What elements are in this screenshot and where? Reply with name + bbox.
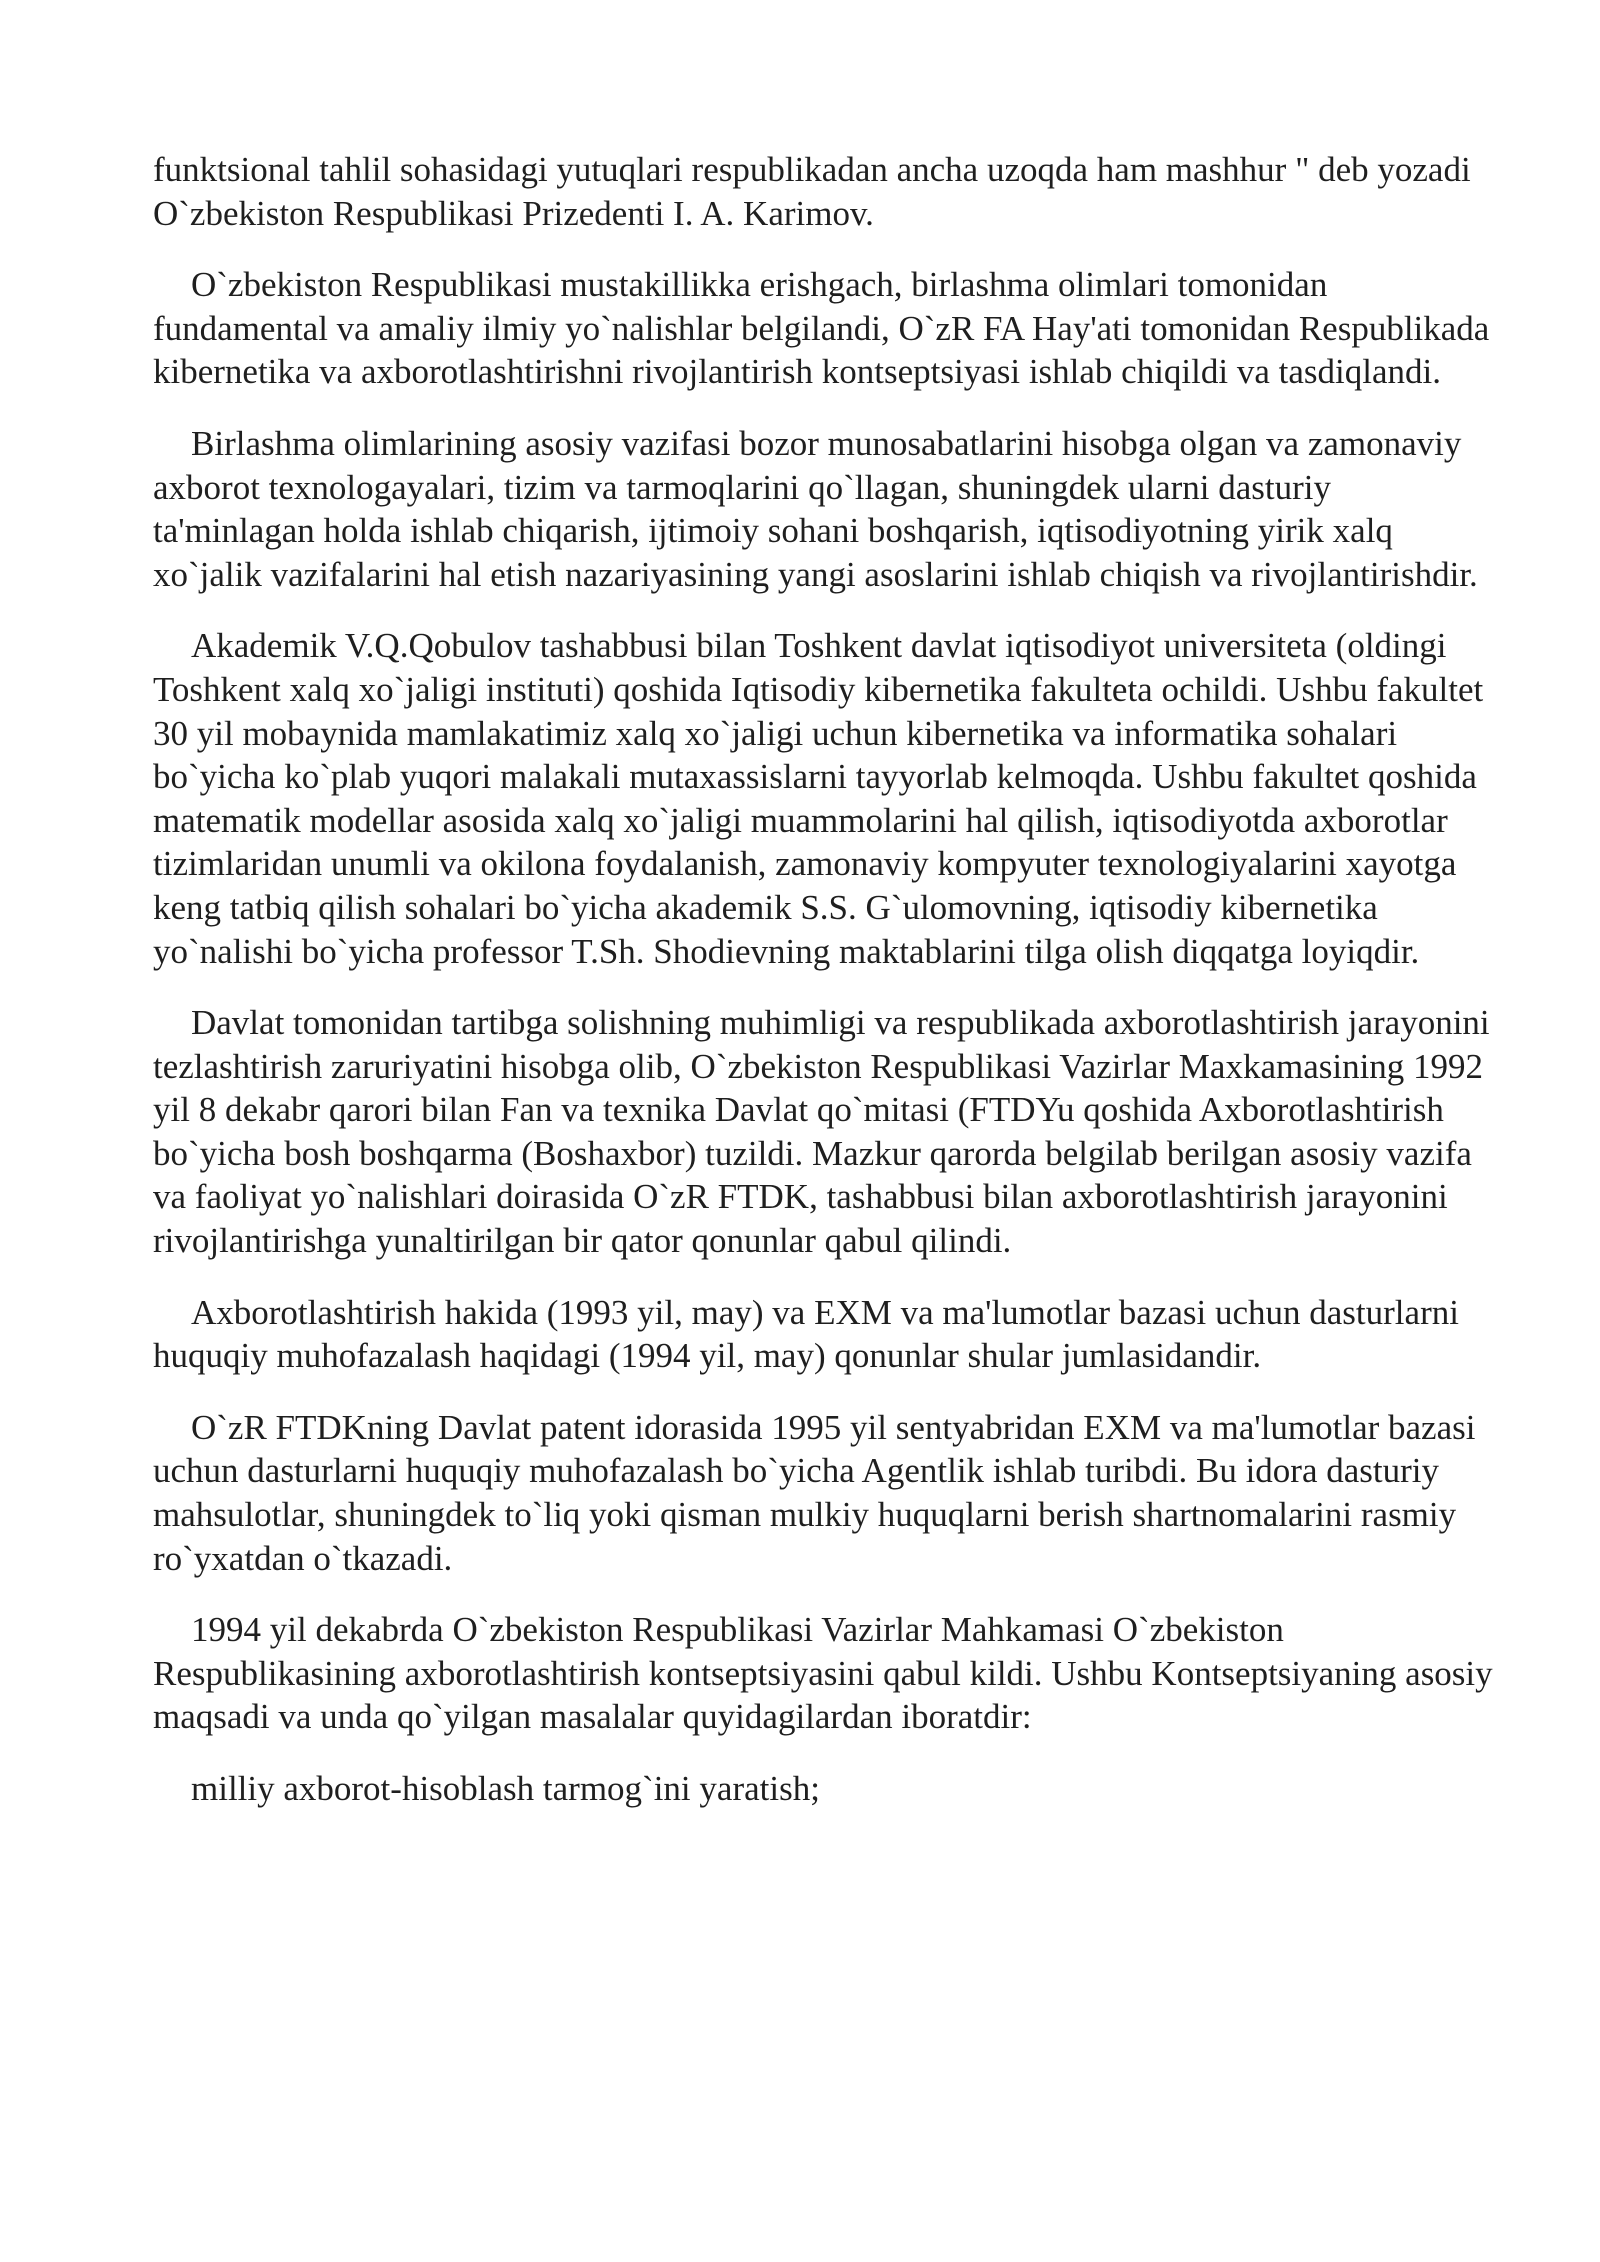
list-item: milliy axborot-hisoblash tarmog`ini yaratish; (191, 1769, 820, 1808)
paragraph: Axborotlashtirish hakida (1993 yil, may) va EXM va ma'lumotlar bazasi uchun dasturlarni huquqiy muhofazalash haqidagi (1994 yil, may) qonunlar shular jumlasidandir. (153, 1292, 1459, 1376)
paragraph-continuation: funktsional tahlil sohasidagi yutuqlari respublikadan ancha uzoqda ham mashhur " deb yozadi O`zbekiston Respublikasi Prizedenti I. A. Karimov. (153, 150, 1471, 233)
paragraph: O`zbekiston Respublikasi mustakillikka erishgach, birlashma olimlari tomonidan fundamental va amaliy ilmiy yo`nalishlar belgilandi, O`zR FA Hay'ati tomonidan Respublikada kibernetika va axborotlashtirishni rivojlantirish kontseptsiyasi ishlab chiqildi va tasdiqlandi. (153, 265, 1490, 392)
paragraph: Akademik V.Q.Qobulov tashabbusi bilan Toshkent davlat iqtisodiyot universiteta (oldingi Toshkent xalq xo`jaligi instituti) qoshida Iqtisodiy kibernetika fakulteta ochildi. Ushbu fakultet 30 yil mobaynida mamlakatimiz xalq xo`jaligi uchun kibernetika va informatika sohalari bo`yicha ko`plab yuqori malakali mutaxassislarni tayyorlab kelmoqda. Ushbu fakultet qoshida matematik modellar asosida xalq xo`jaligi muammolarini hal qilish, iqtisodiyotda axborotlar tizimlaridan unumli va okilona foydalanish, zamonaviy kompyuter texnologiyalarini xayotga keng tatbiq qilish sohalari bo`yicha akademik S.S. G`ulomovning, iqtisodiy kibernetika yo`nalishi bo`yicha professor T.Sh. Shodievning maktablarini tilga olish diqqatga loyiqdir. (153, 626, 1484, 971)
paragraph: 1994 yil dekabrda O`zbekiston Respublikasi Vazirlar Mahkamasi O`zbekiston Respublikasining axborotlashtirish kontseptsiyasini qabul kildi. Ushbu Kontseptsiyaning asosiy maqsadi va unda qo`yilgan masalalar quyidagilardan iboratdir: (153, 1610, 1493, 1737)
paragraph: Davlat tomonidan tartibga solishning muhimligi va respublikada axborotlashtirish jarayonini tezlashtirish zaruriyatini hisobga olib, O`zbekiston Respublikasi Vazirlar Maxkamasining 1992 yil 8 dekabr qarori bilan Fan va texnika Davlat qo`mitasi (FTDYu qoshida Axborotlashtirish bo`yicha bosh boshqarma (Boshaxbor) tuzildi. Mazkur qarorda belgilab berilgan asosiy vazifa va faoliyat yo`nalishlari doirasida O`zR FTDK, tashabbusi bilan axborotlashtirish jarayonini rivojlantirishga yunaltirilgan bir qator qonunlar qabul qilindi. (153, 1003, 1490, 1261)
paragraph: O`zR FTDKning Davlat patent idorasida 1995 yil sentyabridan EXM va ma'lumotlar bazasi uchun dasturlarni huquqiy muhofazalash bo`yicha Agentlik ishlab turibdi. Bu idora dasturiy mahsulotlar, shuningdek to`liq yoki qisman mulkiy huquqlarni berish shartnomalarini rasmiy ro`yxatdan o`tkazadi. (153, 1407, 1476, 1578)
paragraph: Birlashma olimlarining asosiy vazifasi bozor munosabatlarini hisobga olgan va zamonaviy axborot texnologayalari, tizim va tarmoqlarini qo`llagan, shuningdek ularni dasturiy ta'minlagan holda ishlab chiqarish, ijtimoiy sohani boshqarish, iqtisodiyotning yirik xalq xo`jalik vazifalarini hal etish nazariyasining yangi asoslarini ishlab chiqish va rivojlantirishdir. (153, 423, 1478, 594)
